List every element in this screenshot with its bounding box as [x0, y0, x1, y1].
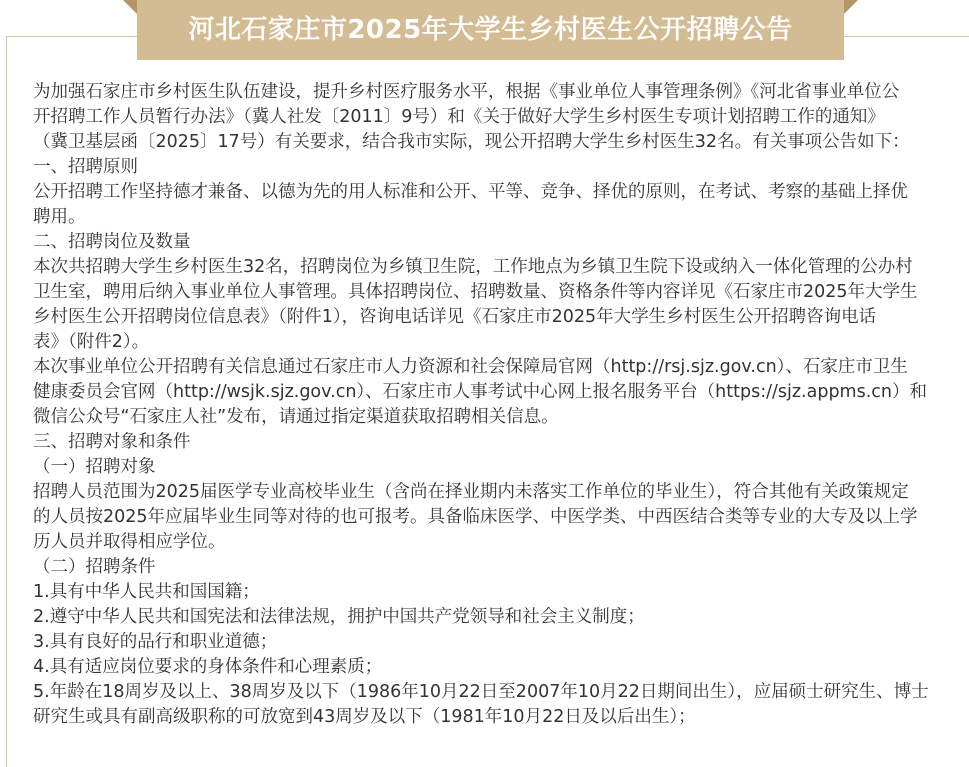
- body-line: 微信公众号“石家庄人社”发布，请通过指定渠道获取招聘相关信息。: [33, 407, 559, 427]
- body-line: 为加强石家庄市乡村医生队伍建设，提升乡村医疗服务水平，根据《事业单位人事管理条例》《河北省事业单位公: [33, 82, 900, 102]
- page-title: 河北石家庄市2025年大学生乡村医生公开招聘公告: [188, 15, 793, 45]
- list-item: 2.遵守中华人民共和国宪法和法律法规，拥护中国共产党领导和社会主义制度；: [33, 607, 645, 627]
- body-line: 本次共招聘大学生乡村医生32名，招聘岗位为乡镇卫生院，工作地点为乡镇卫生院下设或纳入一体化管理的公办村: [33, 257, 913, 277]
- subsection-heading: （一）招聘对象: [33, 457, 156, 477]
- list-item: 1.具有中华人民共和国国籍；: [33, 582, 260, 602]
- body-line: 聘用。: [33, 207, 86, 227]
- list-item: 研究生或具有副高级职称的可放宽到43周岁及以下（1981年10月22日及以后出生）；: [33, 707, 696, 727]
- body-line: 卫生室，聘用后纳入事业单位人事管理。具体招聘岗位、招聘数量、资格条件等内容详见《石家庄市2025年大学生: [33, 282, 918, 302]
- body-line: 招聘人员范围为2025届医学专业高校毕业生（含尚在择业期内未落实工作单位的毕业生），符合其他有关政策规定: [33, 482, 909, 502]
- banner-fold-left: [123, 0, 137, 14]
- list-item: 3.具有良好的品行和职业道德；: [33, 632, 278, 652]
- announcement-body: [33, 80, 943, 730]
- body-line: 公开招聘工作坚持德才兼备、以德为先的用人标准和公开、平等、竞争、择优的原则，在考试、考察的基础上择优: [33, 182, 908, 202]
- section-heading: 二、招聘岗位及数量: [33, 232, 191, 252]
- banner-fold-right: [844, 0, 858, 14]
- subsection-heading: （二）招聘条件: [33, 557, 156, 577]
- body-line: 表》（附件2）。: [33, 332, 150, 352]
- section-heading: 三、招聘对象和条件: [33, 432, 191, 452]
- list-item: 4.具有适应岗位要求的身体条件和心理素质；: [33, 657, 383, 677]
- body-line: 历人员并取得相应学位。: [33, 532, 226, 552]
- list-item: 5.年龄在18周岁及以上、38周岁及以下（1986年10月22日至2007年10月22日期间出生），应届硕士研究生、博士: [33, 682, 929, 702]
- body-line: （冀卫基层函〔2025〕17号）有关要求，结合我市实际，现公开招聘大学生乡村医生32名。有关事项公告如下：: [33, 132, 910, 152]
- section-heading: 一、招聘原则: [33, 157, 138, 177]
- body-line: 开招聘工作人员暂行办法》（冀人社发〔2011〕9号）和《关于做好大学生乡村医生专项计划招聘工作的通知》: [33, 107, 885, 127]
- body-line: 健康委员会官网（http://wsjk.sjz.gov.cn）、石家庄市人事考试中心网上报名服务平台（https://sjz.appms.cn）和: [33, 382, 928, 402]
- body-line: 乡村医生公开招聘岗位信息表》（附件1），咨询电话详见《石家庄市2025年大学生乡村医生公开招聘咨询电话: [33, 307, 877, 327]
- body-line: 的人员按2025年应届毕业生同等对待的也可报考。具备临床医学、中医学类、中西医结合类等专业的大专及以上学: [33, 507, 918, 527]
- body-line: 本次事业单位公开招聘有关信息通过石家庄市人力资源和社会保障局官网（http://rsj.sjz.gov.cn）、石家庄市卫生: [33, 357, 908, 377]
